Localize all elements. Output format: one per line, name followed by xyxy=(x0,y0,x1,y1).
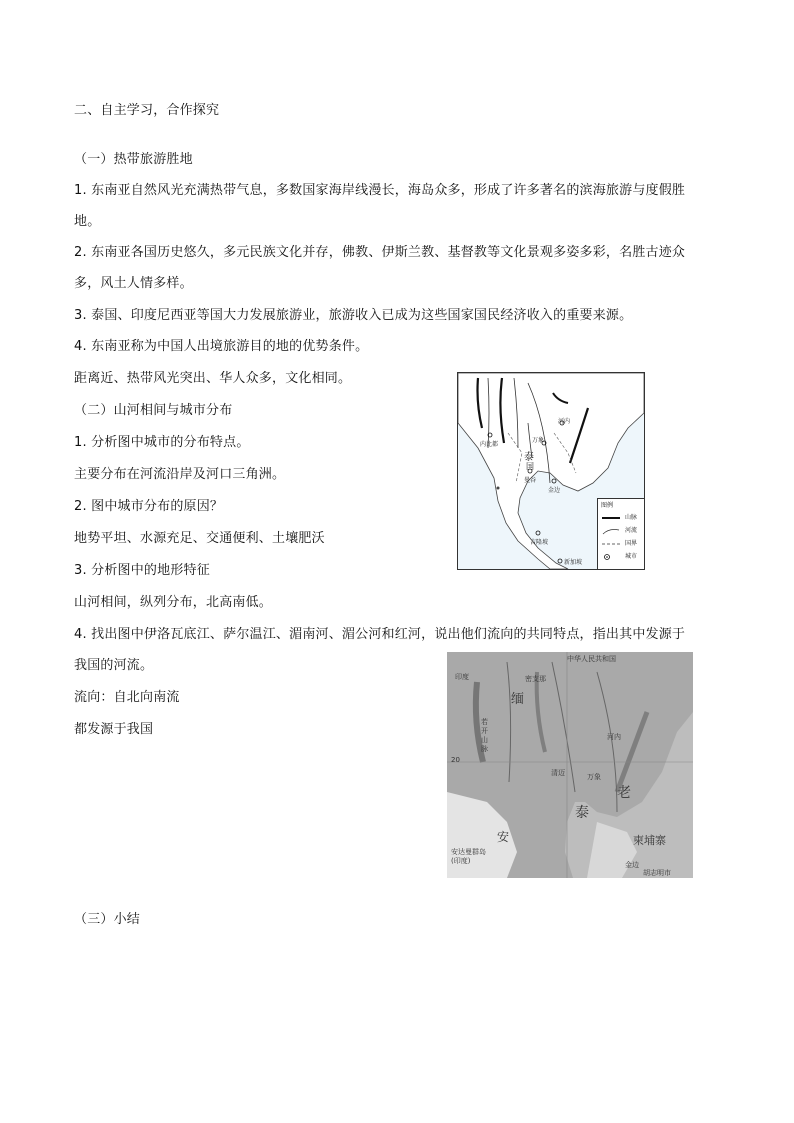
part-2-a2: 地势平坦、水源充足、交通便利、土壤肥沃 xyxy=(74,531,325,546)
city-marker xyxy=(552,479,556,483)
map2-label-chiangmai: 清迈 xyxy=(551,769,565,777)
part-2-q3: 3. 分析图中的地形特征 xyxy=(74,563,210,578)
part-1-p3: 3. 泰国、印度尼西亚等国大力发展旅游业，旅游收入已成为这些国家国民经济收入的重要来源。 xyxy=(74,308,633,323)
part-1-heading: （一）热带旅游胜地 xyxy=(74,152,193,167)
map2-label-cambodia: 柬埔寨 xyxy=(633,834,666,847)
map2-label-mytkyina: 密支那 xyxy=(525,675,546,683)
map2-label-range: 若开山脉 xyxy=(481,718,488,753)
part-2-a4-line2: 都发源于我国 xyxy=(74,722,154,737)
map2-label-lat20: 20 xyxy=(451,756,460,764)
map2-label-myanmar: 缅 xyxy=(511,692,525,707)
part-1-p4: 4. 东南亚称为中国人出境旅游目的地的优势条件。 xyxy=(74,339,369,354)
map-label-vientiane: 万象 xyxy=(532,437,545,444)
part-1-p2-line1: 2. 东南亚各国历史悠久，多元民族文化并存，佛教、伊斯兰教、基督教等文化景观多姿多彩，名胜古迹众 xyxy=(74,245,686,260)
map-label-singapore: 新加坡 xyxy=(564,559,583,566)
part-1-p1-line2: 地。 xyxy=(74,214,101,229)
map-label-yangon: 内比都 xyxy=(480,441,499,448)
city-marker xyxy=(558,559,562,563)
legend-label: 山脉 xyxy=(625,514,638,521)
legend-label: 城市 xyxy=(625,553,638,560)
map2-label-vientiane: 万象 xyxy=(587,773,601,781)
map2-label-phnompenh: 金边 xyxy=(625,861,639,869)
part-3-heading: （三）小结 xyxy=(74,912,141,927)
part-2-q1: 1. 分析图中城市的分布特点。 xyxy=(74,435,250,450)
legend-row-mountain xyxy=(601,513,643,522)
map-label-kualalumpur: 吉隆坡 xyxy=(530,539,549,546)
part-2-a3: 山河相间，纵列分布，北高南低。 xyxy=(74,595,273,610)
legend-title: 图例 xyxy=(601,502,614,509)
map-label-thailand-1: 泰 xyxy=(524,452,534,463)
city-symbol-icon xyxy=(601,552,621,561)
part-2-q2: 2. 图中城市分布的原因？ xyxy=(74,499,224,514)
island-dot xyxy=(497,487,500,490)
city-marker xyxy=(536,531,540,535)
map2-label-thailand: 泰 xyxy=(575,805,589,821)
border-symbol-icon xyxy=(601,539,621,548)
legend-row-border xyxy=(601,539,643,548)
part-2-q4-line2: 我国的河流。 xyxy=(74,658,154,673)
map2-label-hochiminh: 胡志明市 xyxy=(643,869,671,877)
indochina-topographic-map xyxy=(447,652,693,878)
map2-label-china: 中华人民共和国 xyxy=(567,655,616,663)
legend-label: 河流 xyxy=(625,527,638,534)
map2-label-hanoi: 河内 xyxy=(607,733,621,741)
part-2-a4-line1: 流向：自北向南流 xyxy=(74,690,180,705)
map-1-legend xyxy=(597,498,645,570)
map-label-hanoi: 河内 xyxy=(558,418,571,425)
part-2-a1: 主要分布在河流沿岸及河口三角洲。 xyxy=(74,467,286,482)
part-1-p2-line2: 多，风土人情多样。 xyxy=(74,276,193,291)
part-2-q4-line1: 4. 找出图中伊洛瓦底江、萨尔温江、湄南河、湄公河和红河，说出他们流向的共同特点，指出其中发源于 xyxy=(74,627,686,642)
map-label-phnompenh: 金边 xyxy=(548,487,561,494)
part-1-p1-line1: 1. 东南亚自然风光充满热带气息，多数国家海岸线漫长，海岛众多，形成了许多著名的滨海旅游与度假胜 xyxy=(74,183,686,198)
map-label-thailand-2: 国 xyxy=(526,462,534,471)
map2-label-andaman: 安达曼群岛(印度) xyxy=(451,848,486,865)
legend-row-city xyxy=(601,552,643,561)
legend-row-river xyxy=(601,526,643,535)
section-2-title: 二、自主学习，合作探究 xyxy=(74,103,220,118)
mountain-symbol-icon xyxy=(601,513,621,522)
part-1-p4-answer: 距离近、热带风光突出、华人众多，文化相同。 xyxy=(74,371,352,386)
map-label-bangkok: 曼谷 xyxy=(524,477,537,484)
part-2-heading: （二）山河相间与城市分布 xyxy=(74,403,233,418)
legend-label: 国界 xyxy=(625,540,638,547)
river-symbol-icon xyxy=(601,526,621,535)
map2-label-sea: 安 xyxy=(497,830,510,844)
map2-label-laos: 老 xyxy=(617,785,631,801)
map2-label-india: 印度 xyxy=(455,673,469,681)
